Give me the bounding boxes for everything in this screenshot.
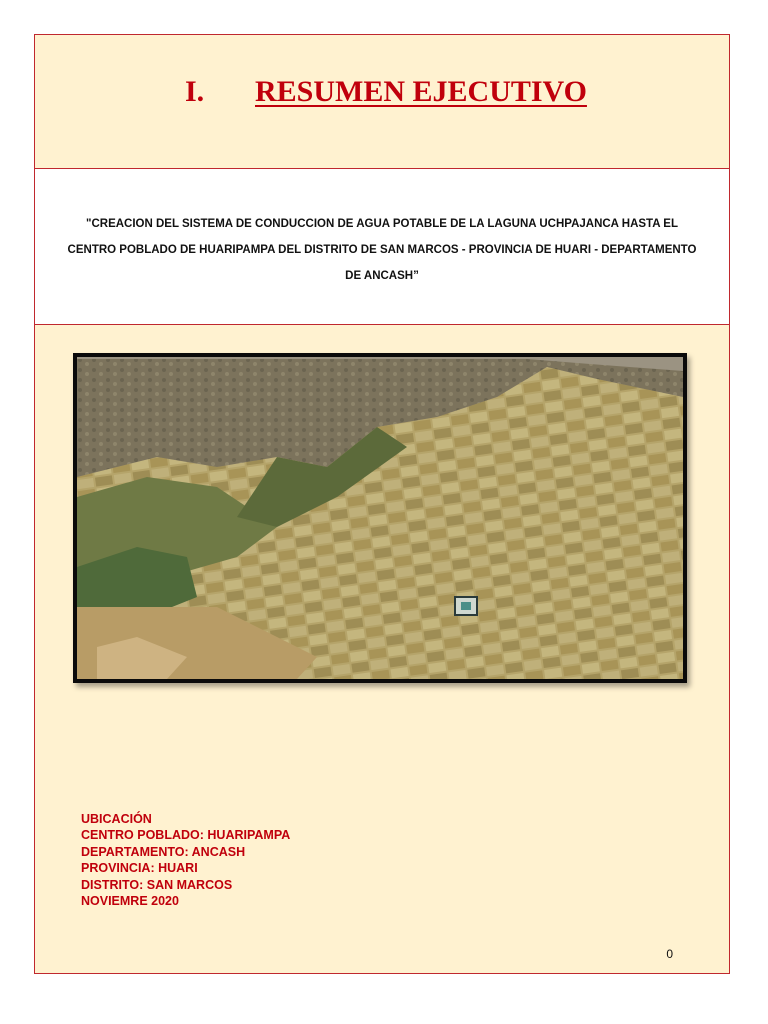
provincia-line: PROVINCIA: HUARI	[81, 861, 198, 876]
date-line: NOVIEMRE 2020	[81, 894, 179, 909]
project-title-row	[35, 169, 729, 325]
location-block	[81, 811, 290, 909]
section-heading	[185, 75, 587, 109]
section-title: RESUMEN EJECUTIVO	[255, 75, 587, 108]
page-number: 0	[666, 947, 673, 961]
project-title: "CREACION DEL SISTEMA DE CONDUCCION DE AGUA POTABLE DE LA LAGUNA UCHPAJANCA HASTA EL CENTRO POBLADO DE HUARIPAMPA DEL DISTRITO DE SAN MARCOS - PROVINCIA DE HUARI - DEPARTAMENTO DE ANCASH”	[67, 218, 697, 282]
landscape-photo-illustration	[77, 357, 683, 679]
heading-row	[35, 35, 729, 169]
landscape-photo	[73, 353, 687, 683]
document-frame	[34, 34, 730, 974]
departamento-line: DEPARTAMENTO: ANCASH	[81, 844, 246, 859]
distrito-line: DISTRITO: SAN MARCOS	[81, 877, 233, 892]
location-label: UBICACIÓN	[81, 812, 152, 826]
centro-poblado-line: CENTRO POBLADO: HUARIPAMPA	[81, 828, 291, 843]
section-number: I.	[185, 75, 205, 108]
